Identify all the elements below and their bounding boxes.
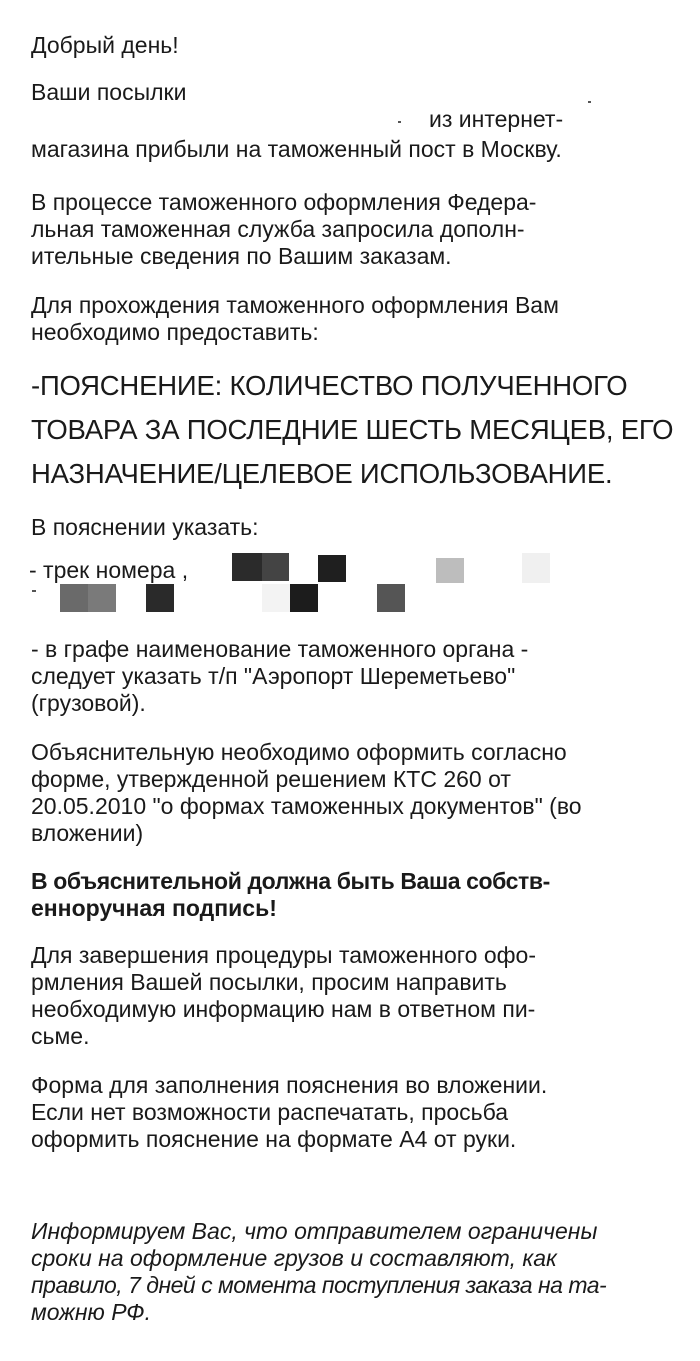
explanation-caps-line-2: ТОВАРА ЗА ПОСЛЕДНИЕ ШЕСТЬ МЕСЯЦЕВ, ЕГО	[31, 414, 674, 445]
complete-line-1: Для завершения процедуры таможенного офо-	[31, 942, 536, 968]
provide-line-2: необходимо предоставить:	[31, 319, 319, 345]
notice-line-4: можню РФ.	[31, 1299, 151, 1325]
parcels-line-2: из интернет-	[429, 106, 564, 132]
complete-line-4: сьме.	[31, 1023, 90, 1049]
provide-line-1: Для прохождения таможенного оформления Вам	[31, 292, 559, 318]
redacted-track-numbers	[0, 0, 700, 620]
signature-line-2: енноручная подпись!	[31, 895, 277, 921]
attachment-line-1: Форма для заполнения пояснения во вложении.	[31, 1072, 548, 1098]
customs-line-1: - в графе наименование таможенного органа -	[31, 636, 529, 662]
parcels-intro: Ваши посылки	[31, 79, 187, 105]
form-line-2: форме, утвержденной решением КТС 260 от	[31, 766, 511, 792]
indicate-heading: В пояснении указать:	[31, 514, 259, 540]
signature-line-1: В объяснительной должна быть Ваша собств-	[31, 868, 550, 894]
notice-line-1: Информируем Вас, что отправителем ограничены	[31, 1218, 598, 1244]
track-number-label: - трек номера ,	[29, 557, 189, 583]
form-line-4: вложении)	[31, 820, 144, 846]
notice-line-2: сроки на оформление грузов и составляют, как	[31, 1245, 557, 1271]
greeting: Добрый день!	[31, 32, 179, 58]
form-line-1: Объяснительную необходимо оформить согласно	[31, 739, 567, 765]
customs-line-3: (грузовой).	[31, 690, 146, 716]
parcels-line-3: магазина прибыли на таможенный пост в Москву.	[31, 136, 562, 162]
attachment-line-2: Если нет возможности распечатать, просьба	[31, 1099, 509, 1125]
customs-line-2: следует указать т/п "Аэропорт Шереметьево"	[31, 663, 516, 689]
complete-line-2: рмления Вашей посылки, просим направить	[31, 969, 507, 995]
explanation-caps-line-1: -ПОЯСНЕНИЕ: КОЛИЧЕСТВО ПОЛУЧЕННОГО	[31, 370, 628, 401]
form-line-3: 20.05.2010 "о формах таможенных документов" (во	[31, 793, 582, 819]
process-line-3: ительные сведения по Вашим заказам.	[31, 243, 452, 269]
process-line-2: льная таможенная служба запросила дополн-	[31, 216, 525, 242]
explanation-caps-line-3: НАЗНАЧЕНИЕ/ЦЕЛЕВОЕ ИСПОЛЬЗОВАНИЕ.	[31, 458, 613, 489]
process-line-1: В процессе таможенного оформления Федера-	[31, 189, 537, 215]
complete-line-3: необходимую информацию нам в ответном пи-	[31, 996, 536, 1022]
notice-line-3: правило, 7 дней с момента поступления заказа на та-	[31, 1272, 607, 1298]
attachment-line-3: оформить пояснение на формате А4 от руки.	[31, 1126, 517, 1152]
